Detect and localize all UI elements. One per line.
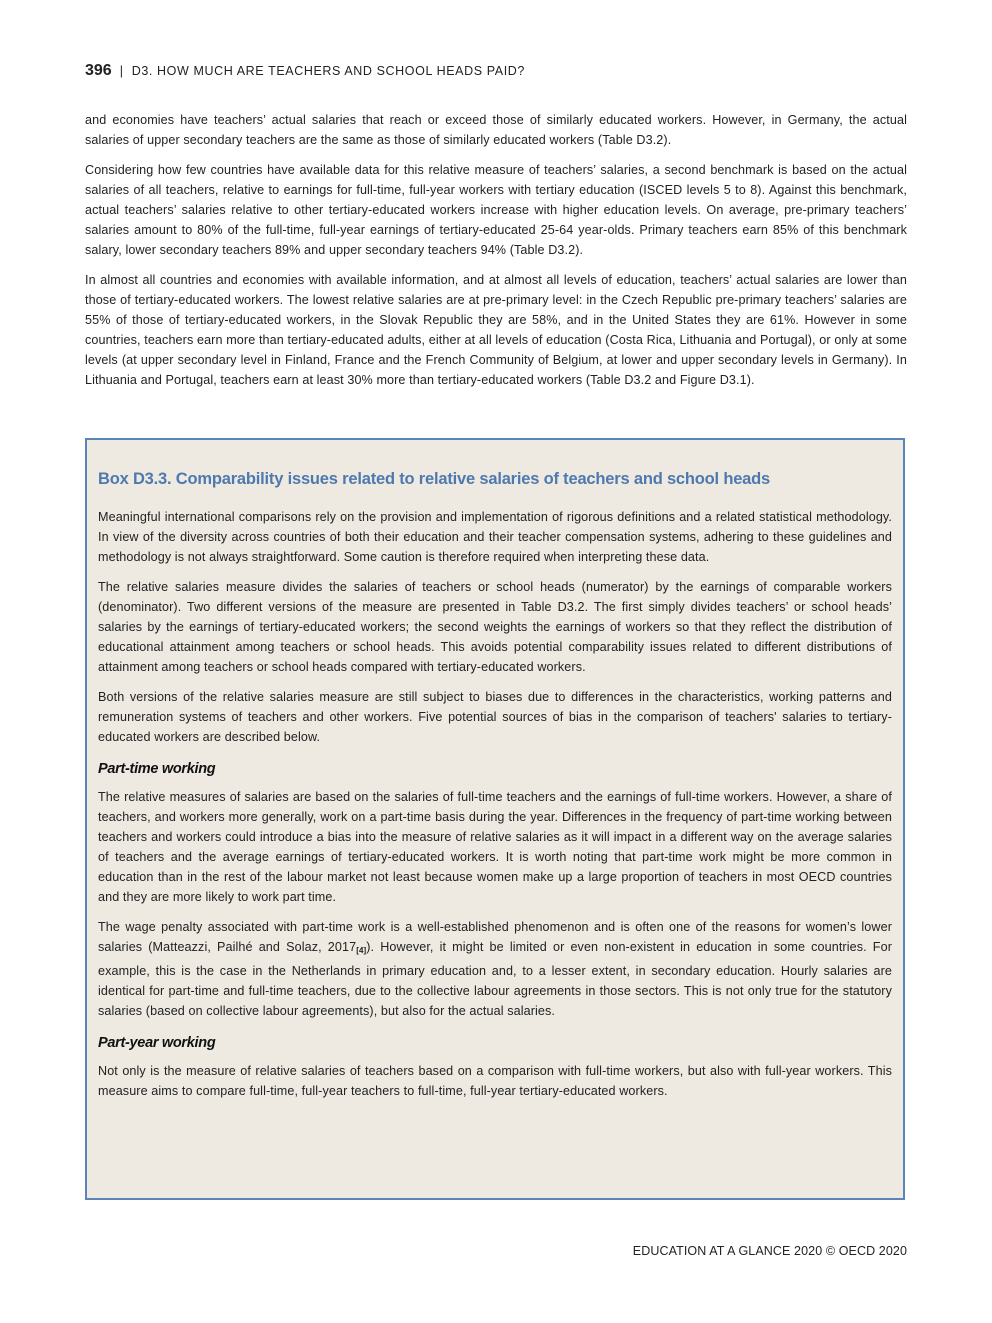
box-paragraph-1: Meaningful international comparisons rely on the provision and implementation of rigorous definitions and a related statistical methodology. In view of the diversity across countries of both their education and their teacher compensation systems, adhering to these guidelines and methodology is not always straightforward. Some caution is therefore required when interpreting these data. — [98, 510, 892, 564]
reference-link[interactable]: [4] — [356, 946, 367, 955]
box-paragraph-3: Both versions of the relative salaries measure are still subject to biases due to differences in the characteristics, working patterns and remuneration systems of teachers and other workers. Five potential sources of bias in the comparison of teachers' salaries to tertiary-educated workers are described below. — [98, 690, 892, 744]
box-paragraph-4: The relative measures of salaries are based on the salaries of full-time teachers and the earnings of full-time workers. However, a share of teachers, and workers more generally, work on a part-time basis during the year. Differences in the frequency of part-time working between teachers and workers could introduce a bias into the measure of relative salaries as it will impact in a different way on the average salaries of teachers and the average earnings of tertiary-educated workers. It is worth noting that part-time work might be more common in education than in the rest of the labour market not least because women make up a large proportion of teachers in most OECD countries and they are more likely to work part time. — [98, 790, 892, 904]
page-number: 396 — [85, 62, 112, 79]
intro-paragraph-3: In almost all countries and economies with available information, and at almost all levels of education, teachers’ actual salaries are lower than those of tertiary-educated workers. The lowest relative salaries are at pre-primary level: in the Czech Republic pre-primary teachers’ salaries are 55% of those of tertiary-educated workers, in the Slovak Republic they are 58%, and in the United States they are 61%. However in some countries, teachers earn more than tertiary-educated adults, either at all levels of education (Costa Rica, Lithuania and Portugal), or only at some levels (at upper secondary level in Finland, France and the French Community of Belgium, at lower and upper secondary levels in Germany). In Lithuania and Portugal, teachers earn at least 30% more than tertiary-educated workers (Table D3.2 and Figure D3.1). — [85, 273, 907, 387]
box-paragraph-5-end: ). However, it might be limited or even non-existent in education in some countries. For example, this is the case in the Netherlands in primary education and, to a lesser extent, in secondary education. Hourly salaries are identical for part-time and full-time teachers, due to the collective labour agreements in those sectors. This is not only true for the statutory salaries (based on collective labour agreements), but also for the actual salaries. — [98, 940, 892, 1018]
page-footer: EDUCATION AT A GLANCE 2020 © OECD 2020 — [632, 1244, 907, 1258]
box-paragraph-6: Not only is the measure of relative salaries of teachers based on a comparison with full-time workers, but also with full-year workers. This measure aims to compare full-time, full-year teachers to full-time, full-year tertiary-educated workers. — [98, 1064, 892, 1098]
box-paragraph-5 — [98, 917, 892, 1021]
box-d3-3 — [85, 438, 905, 1200]
box-paragraph-2: The relative salaries measure divides the salaries of teachers or school heads (numerator) by the earnings of comparable workers (denominator). Two different versions of the measure are presented in Table D3.2. The first simply divides teachers’ or school heads’ salaries by the earnings of tertiary-educated workers; the second weights the earnings of workers so that they reflect the distribution of educational attainment among teachers or school heads. This avoids potential comparability issues related to different distributions of attainment among teachers or school heads compared with tertiary-educated workers. — [98, 580, 892, 674]
subheading-part-year-working: Part-year working — [98, 1035, 216, 1051]
intro-paragraph-2: Considering how few countries have available data for this relative measure of teachers’ salaries, a second benchmark is based on the actual salaries of all teachers, relative to earnings for full-time, full-year workers with tertiary education (ISCED levels 5 to 8). Against this benchmark, actual teachers’ salaries relative to other tertiary-educated workers increase with higher education levels. On average, pre-primary teachers’ salaries amount to 80% of the full-time, full-year earnings of tertiary-educated 25-64 year-olds. Primary teachers earn 85% of this benchmark salary, lower secondary teachers 89% and upper secondary teachers 94% (Table D3.2). — [85, 163, 907, 257]
running-header — [85, 62, 525, 80]
header-separator: | — [119, 64, 124, 78]
intro-text — [85, 110, 907, 400]
box-title: Box D3.3. Comparability issues related to relative salaries of teachers and school heads — [98, 470, 771, 488]
chapter-title: D3. HOW MUCH ARE TEACHERS AND SCHOOL HEADS PAID? — [131, 64, 525, 78]
subheading-part-time-working: Part-time working — [98, 761, 216, 777]
box-paragraph-5-start: The wage penalty associated with part-time work is a well-established phenomenon and is often one of the reasons for women’s lower salaries (Matteazzi, Pailhé and Solaz, 2017 — [98, 920, 892, 954]
intro-paragraph-1: and economies have teachers’ actual salaries that reach or exceed those of similarly educated workers. However, in Germany, the actual salaries of upper secondary teachers are the same as those of similarly educated workers (Table D3.2). — [85, 113, 907, 147]
